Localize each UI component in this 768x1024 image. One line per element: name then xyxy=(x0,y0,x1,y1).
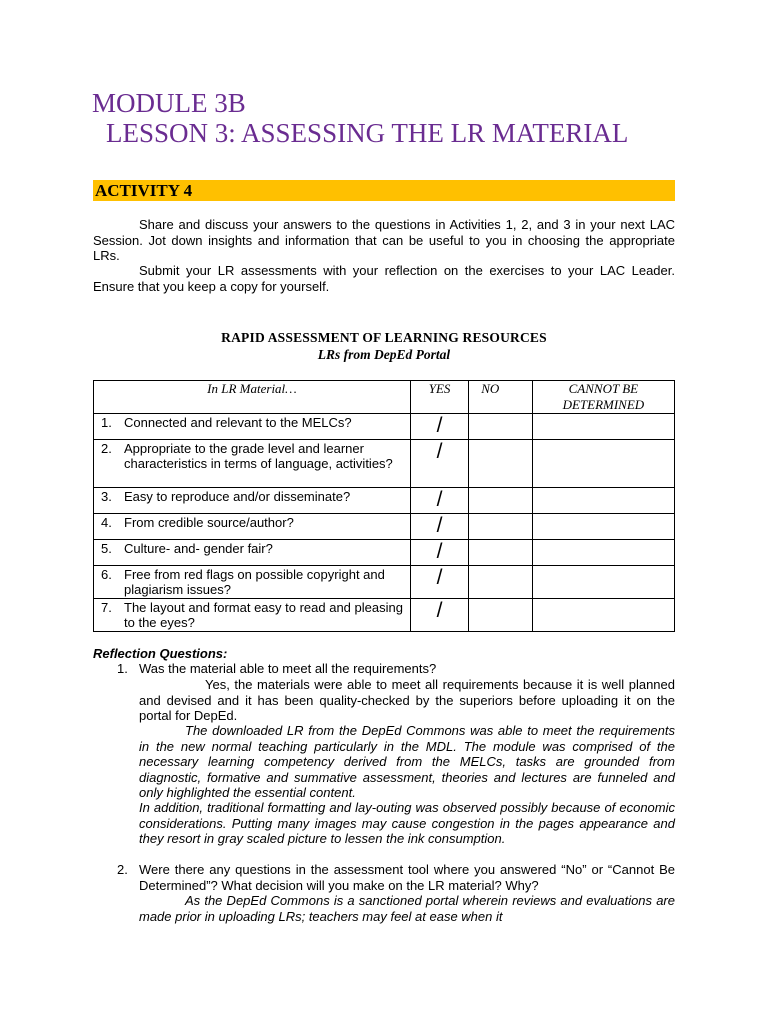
intro-paragraph-1-text: Share and discuss your answers to the questions in Activities 1, 2, and 3 in your next LAC Session. Jot down insights and information that can be useful to you in choosing the appropriate LRs. xyxy=(93,217,675,263)
no-cell xyxy=(469,599,532,632)
criterion-number: 4. xyxy=(101,515,112,530)
table-subtitle: LRs from DepEd Portal xyxy=(317,347,451,362)
question-2 xyxy=(117,862,675,893)
criterion-cell xyxy=(94,540,411,566)
criterion-text: Free from red flags on possible copyright and plagiarism issues? xyxy=(124,567,385,597)
answer-1-paragraph-2 xyxy=(139,723,675,801)
cbd-cell xyxy=(532,514,674,540)
question-text: Were there any questions in the assessment tool where you answered “No” or “Cannot Be Determined”? What decision will you make on the LR material? Why? xyxy=(139,862,675,893)
table-row xyxy=(94,514,675,540)
header-no: NO xyxy=(469,381,532,414)
intro-paragraph-2-text: Submit your LR assessments with your reflection on the exercises to your LAC Leader. Ensure that you keep a copy for yourself. xyxy=(93,263,675,294)
criterion-cell xyxy=(94,414,411,440)
no-cell xyxy=(469,488,532,514)
table-row xyxy=(94,414,675,440)
answer-2-paragraph-1 xyxy=(139,893,675,924)
module-title: MODULE 3B xyxy=(92,88,246,118)
criterion-cell xyxy=(94,566,411,599)
table-row xyxy=(94,540,675,566)
criterion-number: 7. xyxy=(101,600,112,615)
no-cell xyxy=(469,440,532,488)
cbd-cell xyxy=(532,488,674,514)
cbd-cell xyxy=(532,599,674,632)
no-cell xyxy=(469,514,532,540)
criterion-text: Culture- and- gender fair? xyxy=(124,541,273,556)
criterion-cell xyxy=(94,599,411,632)
yes-mark: / xyxy=(410,440,468,488)
table-row xyxy=(94,566,675,599)
table-row xyxy=(94,440,675,488)
criterion-number: 5. xyxy=(101,541,112,556)
table-header-row xyxy=(94,381,675,414)
yes-mark: / xyxy=(410,566,468,599)
question-number: 1. xyxy=(117,661,128,676)
assessment-table xyxy=(93,380,675,632)
answer-1-paragraph-1-text: Yes, the materials were able to meet all requirements because it is well planned and devised and it has been quality-checked by the superiors before uploading it on the portal for DepEd. xyxy=(139,677,675,723)
yes-mark: / xyxy=(410,488,468,514)
yes-mark: / xyxy=(410,540,468,566)
answer-1-paragraph-3: In addition, traditional formatting and lay-outing was observed possibly because of economic considerations. Putting many images may cause congestion in the pages appearance and they resort in gray scaled picture to lessen the ink consumption. xyxy=(139,800,675,846)
intro-paragraph-1 xyxy=(93,217,675,264)
cbd-cell xyxy=(532,540,674,566)
activity-banner xyxy=(93,180,675,201)
answer-1-paragraph-1 xyxy=(139,677,675,724)
criterion-cell xyxy=(94,440,411,488)
criterion-number: 3. xyxy=(101,489,112,504)
criterion-number: 2. xyxy=(101,441,112,456)
cbd-cell xyxy=(532,414,674,440)
reflection-heading: Reflection Questions: xyxy=(93,646,228,661)
yes-mark: / xyxy=(410,414,468,440)
criterion-text: Appropriate to the grade level and learner characteristics in terms of language, activities? xyxy=(124,441,393,471)
yes-mark: / xyxy=(410,514,468,540)
header-cannot-be-determined: CANNOT BE DETERMINED xyxy=(532,381,674,414)
cbd-cell xyxy=(532,566,674,599)
question-number: 2. xyxy=(117,862,128,877)
table-title: RAPID ASSESSMENT OF LEARNING RESOURCES xyxy=(221,330,547,345)
criterion-cell xyxy=(94,488,411,514)
criterion-text: Easy to reproduce and/or disseminate? xyxy=(124,489,351,504)
criterion-text: Connected and relevant to the MELCs? xyxy=(124,415,352,430)
yes-mark: / xyxy=(410,599,468,632)
header-lr-material: In LR Material… xyxy=(94,381,411,414)
no-cell xyxy=(469,566,532,599)
intro-paragraph-2 xyxy=(93,263,675,294)
criterion-text: From credible source/author? xyxy=(124,515,294,530)
header-yes: YES xyxy=(410,381,468,414)
answer-1-paragraph-2-text: The downloaded LR from the DepEd Commons was able to meet the requirements in the new normal teaching particularly in the MDL. The module was comprised of the necessary learning competency derived from the MELCs, tasks are grounded from diagnostic, formative and summative assessment, theories and lectures are funneled and only highlighted the essential content. xyxy=(139,723,675,800)
lesson-title: LESSON 3: ASSESSING THE LR MATERIAL xyxy=(106,118,629,148)
answer-2-paragraph-1-text: As the DepEd Commons is a sanctioned portal wherein reviews and evaluations are made prior in uploading LRs; teachers may feel at ease when it xyxy=(139,893,675,924)
question-text: Was the material able to meet all the requirements? xyxy=(139,661,437,676)
criterion-number: 1. xyxy=(101,415,112,430)
no-cell xyxy=(469,540,532,566)
criterion-number: 6. xyxy=(101,567,112,582)
activity-title: ACTIVITY 4 xyxy=(95,181,193,200)
table-row xyxy=(94,599,675,632)
criterion-cell xyxy=(94,514,411,540)
cbd-cell xyxy=(532,440,674,488)
question-1 xyxy=(117,661,675,677)
no-cell xyxy=(469,414,532,440)
criterion-text: The layout and format easy to read and pleasing to the eyes? xyxy=(124,600,403,630)
table-row xyxy=(94,488,675,514)
